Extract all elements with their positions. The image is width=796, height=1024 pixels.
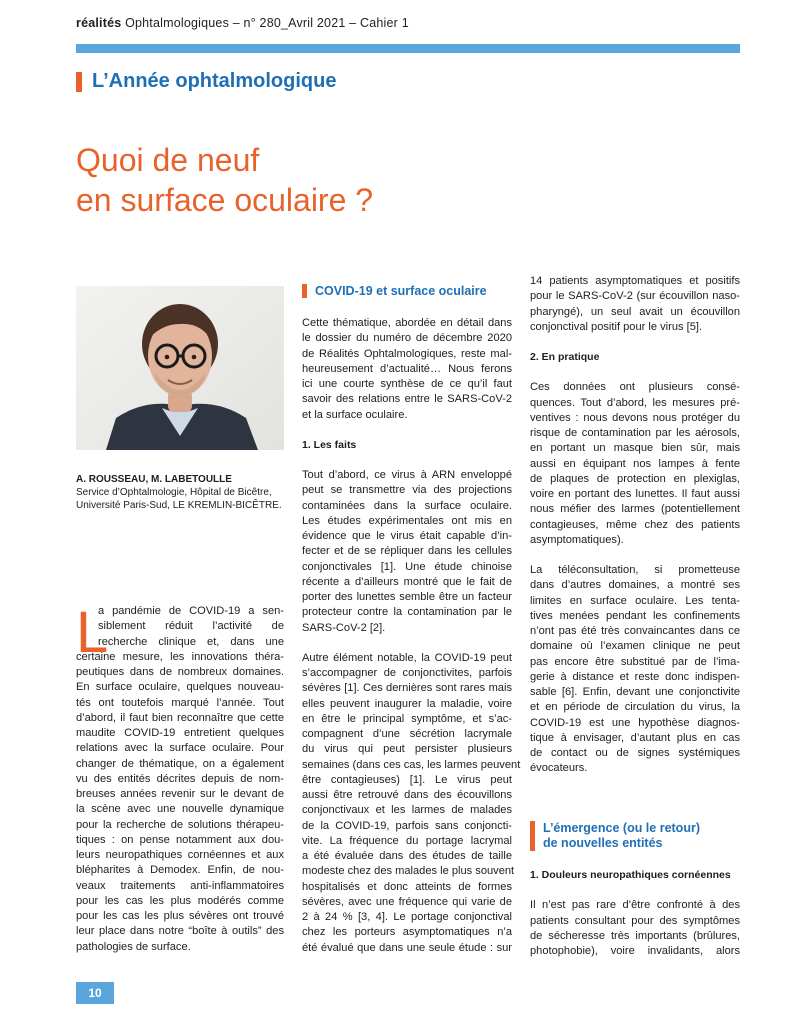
text-line: été évalué que dans une seule étude : sur [302,941,512,954]
text-line: maudite COVID-19 entretient quelques [76,727,284,739]
text-line: vite. La fréquence du portage lacrymal [302,834,512,847]
text-line: protecteur contre la contamination par le [302,606,512,619]
rubric [76,70,336,93]
text-line: pathologies de surface. [76,940,191,953]
paragraph [530,380,740,548]
text-line: du virus qui peut persister plusieurs [302,743,512,756]
text-line: contaminées dans la surface oculaire. [302,499,512,512]
text-line: tique à envisager, d’autant plus en cas [530,731,740,744]
text-line: tiques : on pense notamment aux dou- [76,833,284,846]
text-line: le dossier du numéro de décembre 2020 [302,332,512,345]
text-line: conjonctivaux et les larmes de malades [302,804,512,817]
subheading-facts: 1. Les faits [302,438,357,451]
text-line: tives menées pendant les confinements [530,609,740,622]
author-portrait [76,286,284,450]
text-line: leur place dans notre “boîte à outils” des [76,925,284,938]
text-line: porter des lunettes semble être un facteur [302,591,512,603]
paragraph [302,651,521,956]
text-line: pas encore être substitué par de l’ima- [530,655,740,668]
text-line: voire en portant des lunettes. Il faut aussi [530,488,740,500]
text-line: asymptomatiques). [530,533,624,546]
text-line: de la COVID-19, parfois sans conjoncti- [302,819,512,832]
intro-paragraph [76,600,284,955]
text-line: patients consultant pour des symptômes [530,914,740,927]
heading-marker [302,284,307,298]
text-line: limites en surface oculaire. Les tenta- [530,594,740,607]
text-line: conjonctival positif pour le virus [5]. [530,320,703,333]
text-line: d’abord, il faut bien reconnaître que cette [76,711,284,724]
text-line: de contact ou de signes systémiques [530,747,740,759]
text-line: 2 à 24 % [3, 4]. Le portage conjonctival [302,911,512,923]
text-line: chez les porteurs asymptomatiques n’a [302,926,512,939]
text-line: risque de contamination par les aérosols, [530,427,740,439]
text-line: ventives : nous devons nous protéger du [530,411,740,424]
text-line: en portant un masque bien sûr, mais [530,442,740,455]
rubric-label: L’Année ophtalmologique [92,70,337,92]
text-line: SARS-CoV-2 [2]. [302,621,386,634]
text-line: photophobie), voire invalidants, alors [530,945,740,957]
text-line: elles peuvent inaugurer la maladie, voire [302,697,512,710]
text-line: et en période de circulation du virus, la [530,701,740,714]
text-line: quences. Tout d’abord, les mesures pré- [530,396,740,409]
rubric-marker [76,72,82,92]
text-line: hospitalisés et donc atteints de formes [302,880,512,893]
author-block [76,473,282,512]
heading-line: de nouvelles entités [543,836,663,850]
heading-text: COVID-19 et surface oculaire [315,284,487,298]
text-line: COVID-19 est une hypothèse diagnos- [530,716,740,729]
text-line: pour le SARS-CoV-2 (sur écouvillon naso- [530,290,740,303]
text-line: certaine mesure, les innovations théra- [76,650,284,663]
text-line: Les études expérimentales ont mis en [302,514,512,527]
text-line: dans d’autres domaines, a montré ses [530,579,740,592]
page-number: 10 [76,982,114,1004]
text-line: gerie à distance et reste donc indispen- [530,670,740,683]
text-line: conjonctivales [1]. Une étude chinoise [302,560,512,573]
text-line: ici une courte synthèse de ce qu’il faut [302,378,512,390]
column-3 [530,274,740,792]
text-line: recherche clinique et, dans une [98,635,284,648]
text-line: et la surface oculaire. [302,408,408,421]
paragraph [530,898,740,959]
text-line: Ces données ont plusieurs consé- [530,381,740,394]
text-line: veaux traitements anti-inflammatoires [76,879,284,892]
text-line: aussi en équipant nos lampes à fente [530,457,740,470]
author-names: A. ROUSSEAU, M. LABETOULLE [76,474,232,485]
article-title [76,140,373,220]
column-3-bottom [530,868,740,974]
text-line: de plaques de protection en plexiglas, [530,472,740,485]
text-line: de Réalités Ophtalmologiques, reste mal- [302,347,512,360]
text-line: 14 patients asymptomatiques et positifs [530,275,740,287]
text-line: blépharites à Demodex. Enfin, de nou- [76,864,284,877]
paragraph [530,274,740,335]
text-line: en être le principal symptôme, et s’ac- [302,712,512,725]
heading-marker [530,821,535,851]
text-line: tés ont toutefois marqué l’année. Tout [76,696,284,709]
text-line: Tout d’abord, ce virus à ARN enveloppé [302,469,512,481]
text-line: Cette thématique, abordée en détail dans [302,317,512,329]
section-heading-covid [302,284,487,299]
section-heading-new-entities [530,821,700,851]
text-line: la scène avec une nouvelle dynamique [76,803,284,816]
author-photo [76,286,284,450]
affiliation-line: Université Paris-Sud, LE KREMLIN-BICÊTRE. [76,500,282,511]
text-line: compagnent d’une sécrétion lacrymale [302,728,512,740]
heading-line: L’émergence (ou le retour) [543,821,700,835]
column-2 [302,316,521,971]
text-line: Il n’est pas rare d’être confronté à des [530,899,740,912]
text-line: aussi être retrouvé dans des écouvillons [302,789,512,801]
text-line: Autre élément notable, la COVID-19 peut [302,651,512,664]
text-line: a pandémie de COVID-19 a sen- [98,605,284,617]
header-rule [76,44,740,53]
text-line: breuses années revenir sur le devant de [76,788,284,800]
text-line: pour les cas les plus sévères ont trouvé [76,910,284,922]
text-line: domaine où l’examen clinique ne peut [530,640,740,653]
title-line: Quoi de neuf [76,142,260,178]
text-line: changer de thématique, on a également [76,757,284,770]
subheading-neuropathic-pain: 1. Douleurs neuropathiques cornéennes [530,869,731,881]
journal-brand: réalités [76,16,122,30]
text-line: vu des entités décrites depuis de nom- [76,772,284,785]
text-line: pour la recherche de solutions thérapeu- [76,818,284,831]
subheading-practice: 2. En pratique [530,351,600,363]
text-line: pharyngé), un seul avait un écouvillon [530,305,740,318]
text-line: savoir des relations entre le SARS-CoV-2 [302,393,512,406]
text-line: être contagieuses) [1]. Le virus peut [302,773,512,786]
text-line: peut se transmettre via des projections [302,484,512,497]
text-line: sévères [1]. Ces dernières sont rares mais [302,682,512,695]
text-line: s’accompagner de conjonctivites, parfois [302,667,512,679]
text-line: a été évaluée dans des études de taille [302,850,512,862]
heading-text [543,821,700,851]
paragraph [530,563,740,777]
drop-cap: L [76,600,109,665]
paragraph [302,316,512,423]
text-line: modeste chez des malades le plus souvent [302,865,515,878]
text-line: évidence que le virus était capable d’in- [302,530,512,542]
text-line: fecter et de se répliquer dans les cellules [302,545,512,558]
text-line: contagieuses, même chez des patients [530,518,740,531]
text-line: La téléconsultation, si prometteuse [530,564,740,576]
text-line: relations avec la surface oculaire. Pour [76,742,284,755]
text-line: leurs neuropathiques cornéennes et aux [76,849,284,861]
text-line: En surface oculaire, quelques nouveau- [76,681,284,694]
text-line: nous méfier des larmes (potentiellement [530,503,740,516]
text-line: pour les cas les plus modérés comme [76,894,284,907]
text-line: heureusement d’actualité… Nous ferons [302,362,512,375]
title-line: en surface oculaire ? [76,182,374,218]
text-line: n’ont pas été très convaincantes dans ce [530,625,740,637]
text-line: siblement réduit l’activité de [98,620,284,633]
text-line: sable [6]. Enfin, devant une conjonctivite [530,686,740,698]
text-line: semaines (dans ces cas, les larmes peuvent [302,758,521,771]
running-header [76,16,409,30]
affiliation-line: Service d’Ophtalmologie, Hôpital de Bicêtre, [76,487,272,498]
issue-info: Ophtalmologiques – n° 280_Avril 2021 – Cahier 1 [121,16,409,30]
text-line: évocateurs. [530,762,588,775]
text-line: peutiques dans de nombreux domaines. [76,666,284,678]
text-line: de sécheresse très importants (brûlures, [530,929,740,942]
paragraph [302,468,512,636]
text-line: sévères, avec une fréquence qui varie de [302,895,512,908]
text-line: récente a d’ailleurs montré que le fait de [302,575,512,588]
